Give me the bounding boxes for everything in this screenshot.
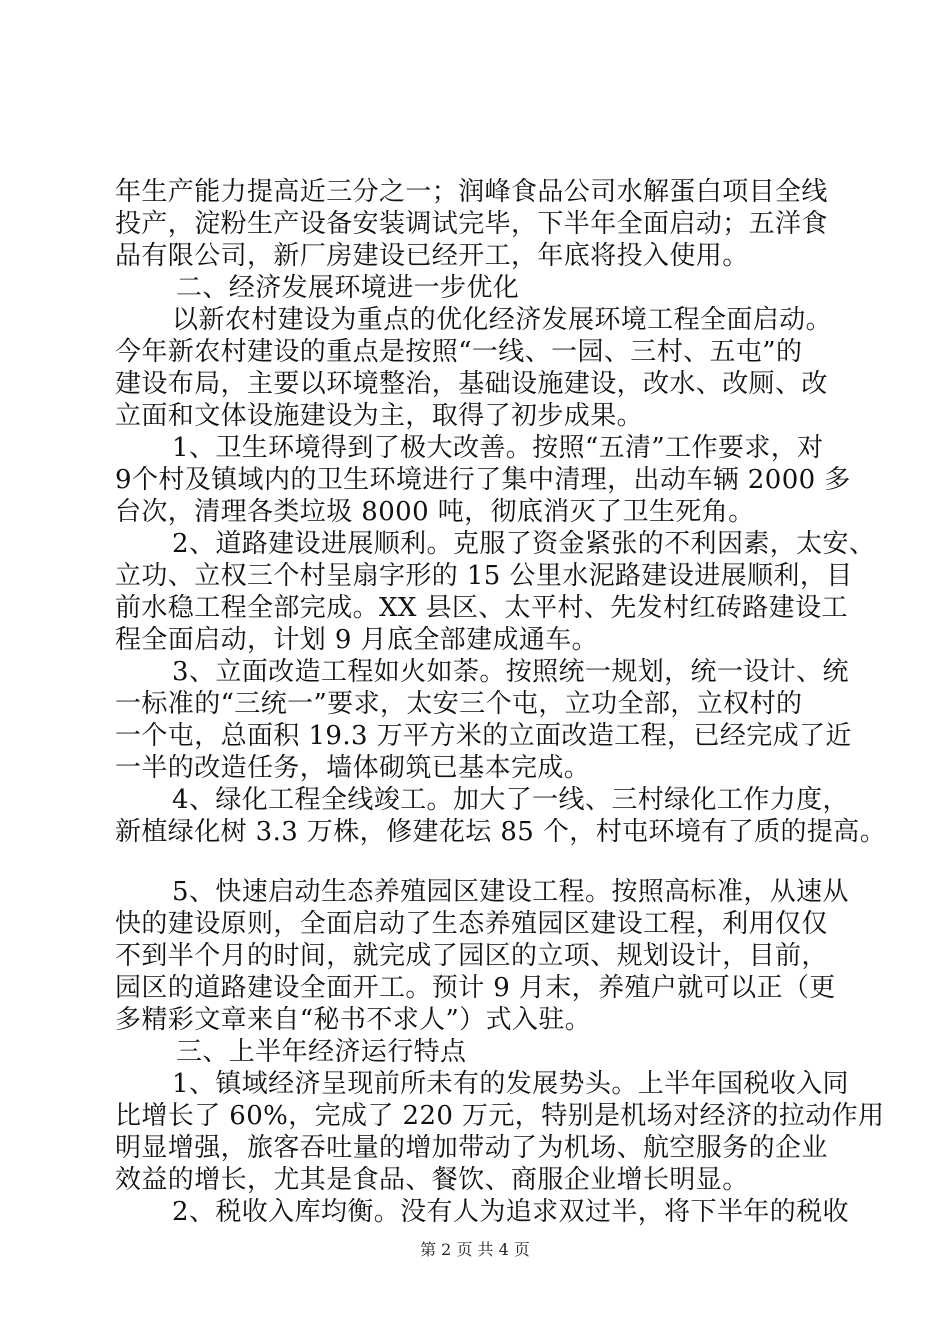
page-footer: 第 2 页 共 4 页 bbox=[420, 1240, 530, 1259]
body-text-line: 5、快速启动生态养殖园区建设工程。按照高标准，从速从 bbox=[172, 877, 849, 907]
body-text-line: 一半的改造任务，墙体砌筑已基本完成。 bbox=[115, 753, 591, 783]
section-heading: 二、经济发展环境进一步优化 bbox=[176, 273, 520, 303]
body-text-line: 建设布局，主要以环境整治，基础设施建设，改水、改厕、改 bbox=[115, 369, 828, 399]
body-text-line: 品有限公司，新厂房建设已经开工，年底将投入使用。 bbox=[115, 241, 749, 271]
body-text-line: 4、绿化工程全线竣工。加大了一线、三村绿化工作力度， bbox=[172, 785, 849, 815]
body-text-line: 9个村及镇域内的卫生环境进行了集中清理，出动车辆 2000 多 bbox=[115, 465, 851, 495]
body-text-line: 今年新农村建设的重点是按照“一线、一园、三村、五屯”的 bbox=[115, 337, 803, 367]
body-text-line: 前水稳工程全部完成。XX 县区、太平村、先发村红砖路建设工 bbox=[115, 593, 848, 623]
body-text-line: 1、卫生环境得到了极大改善。按照“五清”工作要求，对 bbox=[172, 433, 824, 463]
body-text-line: 效益的增长，尤其是食品、餐饮、商服企业增长明显。 bbox=[115, 1165, 749, 1195]
body-text-line: 以新农村建设为重点的优化经济发展环境工程全面启动。 bbox=[172, 305, 833, 335]
body-text-line: 比增长了 60%，完成了 220 万元，特别是机场对经济的拉动作用 bbox=[115, 1101, 885, 1131]
body-text-line: 多精彩文章来自“秘书不求人”）式入驻。 bbox=[115, 1005, 592, 1035]
body-text-line: 1、镇域经济呈现前所未有的发展势头。上半年国税收入同 bbox=[172, 1069, 849, 1099]
body-text-line: 快的建设原则，全面启动了生态养殖园区建设工程，利用仅仅 bbox=[115, 909, 828, 939]
body-text-line: 程全面启动，计划 9 月底全部建成通车。 bbox=[115, 625, 599, 655]
body-text-line: 投产，淀粉生产设备安装调试完毕，下半年全面启动；五洋食 bbox=[115, 209, 828, 239]
body-text-line: 一标准的“三统一”要求，太安三个屯，立功全部，立权村的 bbox=[115, 689, 803, 719]
body-text-line: 新植绿化树 3.3 万株，修建花坛 85 个，村屯环境有了质的提高。 bbox=[115, 817, 887, 847]
body-text-line: 立面和文体设施建设为主，取得了初步成果。 bbox=[115, 401, 644, 431]
body-text-line: 3、立面改造工程如火如荼。按照统一规划，统一设计、统 bbox=[172, 657, 849, 687]
body-text-line: 年生产能力提高近三分之一；润峰食品公司水解蛋白项目全线 bbox=[115, 177, 828, 207]
body-text-line: 明显增强，旅客吞吐量的增加带动了为机场、航空服务的企业 bbox=[115, 1133, 828, 1163]
body-text-line: 台次，清理各类垃圾 8000 吨，彻底消灭了卫生死角。 bbox=[115, 497, 755, 527]
body-text-line: 一个屯，总面积 19.3 万平方米的立面改造工程，已经完成了近 bbox=[115, 721, 852, 751]
section-heading: 三、上半年经济运行特点 bbox=[176, 1037, 467, 1067]
body-text-line: 园区的道路建设全面开工。预计 9 月末，养殖户就可以正（更 bbox=[115, 973, 836, 1003]
body-text-line: 2、税收入库均衡。没有人为追求双过半，将下半年的税收 bbox=[172, 1197, 849, 1227]
body-text-line: 2、道路建设进展顺利。克服了资金紧张的不利因素，太安、 bbox=[172, 529, 876, 559]
body-text-line: 不到半个月的时间，就完成了园区的立项、规划设计，目前， bbox=[115, 941, 828, 971]
body-text-line: 立功、立权三个村呈扇字形的 15 公里水泥路建设进展顺利，目 bbox=[115, 561, 853, 591]
